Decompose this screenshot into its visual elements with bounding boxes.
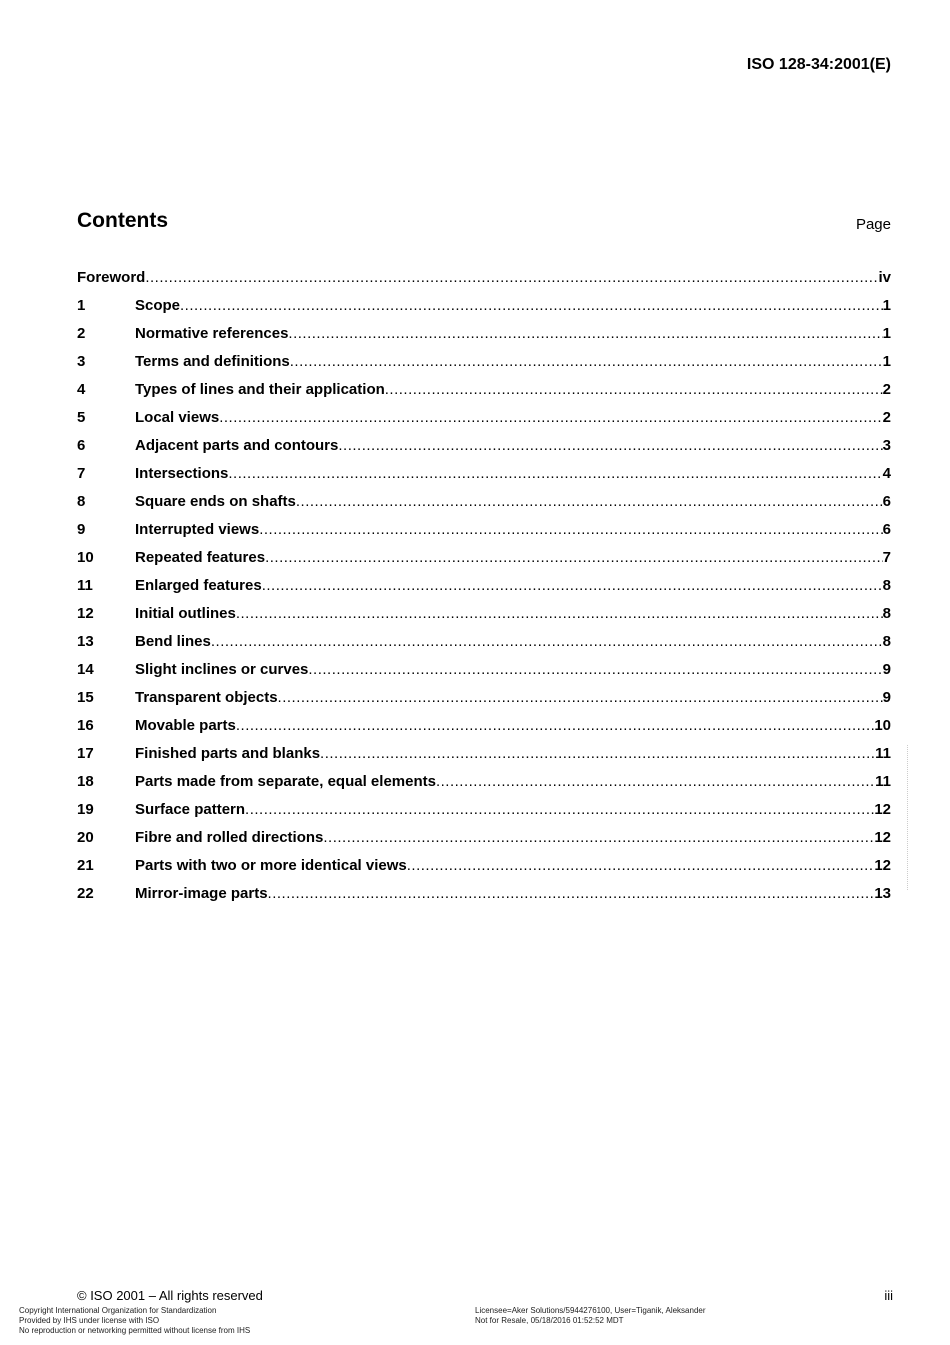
copyright-notice: © ISO 2001 – All rights reserved xyxy=(77,1288,263,1303)
toc-number: 7 xyxy=(77,465,86,482)
toc-entry[interactable] xyxy=(77,324,891,352)
toc-number: 21 xyxy=(77,857,94,874)
toc-label: Interrupted views xyxy=(135,521,260,538)
toc-entry[interactable] xyxy=(77,660,891,688)
toc-entry[interactable] xyxy=(77,716,891,744)
toc-label: Initial outlines xyxy=(135,605,236,622)
toc-page: 11 xyxy=(875,773,891,790)
dot-leader xyxy=(236,604,883,632)
toc-entry[interactable] xyxy=(77,772,891,800)
toc-number: 20 xyxy=(77,829,94,846)
toc-label: Types of lines and their application xyxy=(135,381,385,398)
dot-leader xyxy=(236,716,874,744)
dot-leader xyxy=(288,324,882,352)
toc-page: 2 xyxy=(882,381,891,398)
toc-entry[interactable] xyxy=(77,604,891,632)
side-watermark xyxy=(907,745,910,890)
toc-label: Surface pattern xyxy=(135,801,246,818)
dot-leader xyxy=(219,408,882,436)
toc-page: 1 xyxy=(882,297,891,314)
toc-number: 5 xyxy=(77,409,86,426)
toc-page: 6 xyxy=(882,493,891,510)
toc-number: 18 xyxy=(77,773,94,790)
toc-number: 15 xyxy=(77,689,94,706)
toc-entry[interactable] xyxy=(77,352,891,380)
toc-page: 1 xyxy=(882,353,891,370)
toc-label: Transparent objects xyxy=(135,689,278,706)
dot-leader xyxy=(320,744,875,772)
toc-label: Local views xyxy=(135,409,220,426)
dot-leader xyxy=(338,436,882,464)
dot-leader xyxy=(290,352,883,380)
toc-label: Fibre and rolled directions xyxy=(135,829,324,846)
toc-label: Repeated features xyxy=(135,549,266,566)
toc-page: 11 xyxy=(875,745,891,762)
toc-number: 9 xyxy=(77,521,86,538)
toc-label: Foreword xyxy=(77,269,146,286)
dot-leader xyxy=(228,464,882,492)
toc-number: 22 xyxy=(77,885,94,902)
toc-number: 8 xyxy=(77,493,86,510)
toc-page: 6 xyxy=(882,521,891,538)
toc-label: Movable parts xyxy=(135,717,236,734)
toc-page: iv xyxy=(878,269,891,286)
dot-leader xyxy=(259,520,882,548)
toc-label: Terms and definitions xyxy=(135,353,290,370)
toc-entry[interactable] xyxy=(77,492,891,520)
toc-entry[interactable] xyxy=(77,548,891,576)
toc-number: 4 xyxy=(77,381,86,398)
toc-label: Enlarged features xyxy=(135,577,262,594)
toc-number: 16 xyxy=(77,717,94,734)
toc-number: 14 xyxy=(77,661,94,678)
table-of-contents xyxy=(77,268,891,912)
toc-number: 3 xyxy=(77,353,86,370)
license-right xyxy=(475,1306,706,1326)
toc-page: 13 xyxy=(874,885,891,902)
toc-entry[interactable] xyxy=(77,828,891,856)
toc-number: 2 xyxy=(77,325,86,342)
toc-number: 19 xyxy=(77,801,94,818)
dot-leader xyxy=(262,576,883,604)
toc-label: Slight inclines or curves xyxy=(135,661,309,678)
toc-page: 8 xyxy=(882,633,891,650)
toc-entry[interactable] xyxy=(77,436,891,464)
toc-label: Intersections xyxy=(135,465,229,482)
toc-entry[interactable] xyxy=(77,268,891,296)
toc-entry[interactable] xyxy=(77,688,891,716)
page-number: iii xyxy=(884,1288,893,1303)
contents-title: Contents xyxy=(77,209,168,232)
dot-leader xyxy=(436,772,875,800)
dot-leader xyxy=(308,660,882,688)
toc-page: 1 xyxy=(882,325,891,342)
license-left xyxy=(19,1306,250,1336)
toc-entry[interactable] xyxy=(77,296,891,324)
toc-page: 2 xyxy=(882,409,891,426)
toc-page: 7 xyxy=(882,549,891,566)
toc-entry[interactable] xyxy=(77,856,891,884)
toc-page: 8 xyxy=(882,605,891,622)
toc-number: 13 xyxy=(77,633,94,650)
dot-leader xyxy=(180,296,883,324)
toc-page: 12 xyxy=(874,801,891,818)
toc-entry[interactable] xyxy=(77,800,891,828)
dot-leader xyxy=(407,856,875,884)
license-line: Provided by IHS under license with ISO xyxy=(19,1316,160,1325)
toc-page: 9 xyxy=(882,689,891,706)
toc-number: 1 xyxy=(77,297,86,314)
toc-label: Parts made from separate, equal elements xyxy=(135,773,436,790)
toc-page: 9 xyxy=(882,661,891,678)
toc-label: Mirror-image parts xyxy=(135,885,268,902)
dot-leader xyxy=(278,688,883,716)
toc-number: 12 xyxy=(77,605,94,622)
toc-label: Parts with two or more identical views xyxy=(135,857,407,874)
toc-entry[interactable] xyxy=(77,744,891,772)
dot-leader xyxy=(385,380,883,408)
dot-leader xyxy=(268,884,875,912)
toc-label: Scope xyxy=(135,297,181,314)
toc-page: 8 xyxy=(882,577,891,594)
dot-leader xyxy=(145,268,878,296)
toc-page: 12 xyxy=(874,857,891,874)
toc-label: Adjacent parts and contours xyxy=(135,437,339,454)
toc-page: 4 xyxy=(882,465,891,482)
page-column-label: Page xyxy=(855,216,891,233)
license-line: Copyright International Organization for Standardization xyxy=(19,1306,217,1315)
toc-page: 12 xyxy=(874,829,891,846)
toc-entry[interactable] xyxy=(77,520,891,548)
dot-leader xyxy=(245,800,874,828)
toc-number: 10 xyxy=(77,549,94,566)
dot-leader xyxy=(323,828,874,856)
license-line: No reproduction or networking permitted without license from IHS xyxy=(19,1326,251,1335)
toc-label: Bend lines xyxy=(135,633,211,650)
toc-number: 17 xyxy=(77,745,94,762)
toc-number: 6 xyxy=(77,437,86,454)
toc-number: 11 xyxy=(77,577,93,594)
document-id: ISO 128-34:2001(E) xyxy=(746,56,891,73)
toc-page: 3 xyxy=(882,437,891,454)
dot-leader xyxy=(265,548,883,576)
toc-entry[interactable] xyxy=(77,464,891,492)
toc-label: Normative references xyxy=(135,325,289,342)
dot-leader xyxy=(296,492,883,520)
toc-label: Finished parts and blanks xyxy=(135,745,321,762)
license-line: Not for Resale, 05/18/2016 01:52:52 MDT xyxy=(475,1316,624,1325)
license-line: Licensee=Aker Solutions/5944276100, User=Tiganik, Aleksander xyxy=(475,1306,706,1315)
toc-page: 10 xyxy=(874,717,891,734)
toc-entry[interactable] xyxy=(77,380,891,408)
toc-label: Square ends on shafts xyxy=(135,493,296,510)
toc-entry[interactable] xyxy=(77,884,891,912)
toc-entry[interactable] xyxy=(77,408,891,436)
toc-entry[interactable] xyxy=(77,632,891,660)
dot-leader xyxy=(211,632,883,660)
toc-entry[interactable] xyxy=(77,576,891,604)
